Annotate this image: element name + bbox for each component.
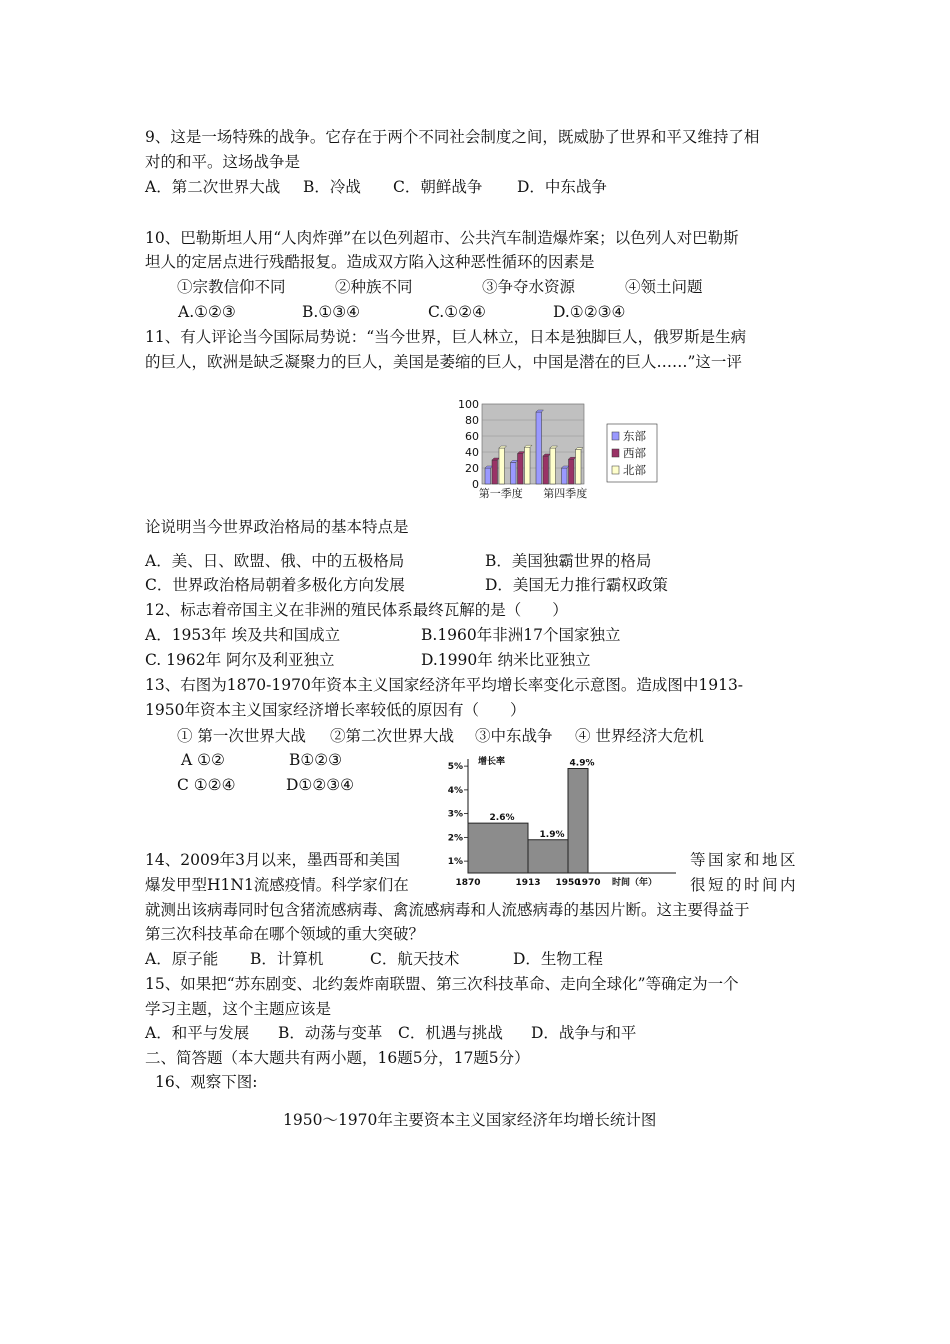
q10-item-1: ①宗教信仰不同 [177,278,286,296]
y-tick-label: 4% [447,785,463,796]
q11-option-d: D．美国无力推行霸权政策 [485,576,668,594]
bar-东部-第四季度 [562,468,568,484]
q15-stem-line1: 15、如果把“苏东剧变、北约轰炸南联盟、第三次科技革命、走向全球化”等确定为一个 [145,975,739,993]
q15-option-b: B．动荡与变革 [278,1024,383,1042]
q12-option-c: C. 1962年 阿尔及利亚独立 [145,651,335,669]
q9-option-c: C．朝鲜战争 [393,178,483,196]
q12-option-d: D.1990年 纳米比亚独立 [421,651,591,669]
q16-chart-caption: 1950～1970年主要资本主义国家经济年均增长统计图 [283,1111,657,1129]
q14-stem-line1b: 等国家和地区 [690,851,799,869]
x-tick-label: 第一季度 [478,487,523,500]
q10-stem-line1: 10、巴勒斯坦人用“人肉炸弹”在以色列超市、公共汽车制造爆炸案；以色列人对巴勒斯 [145,229,739,247]
q9-option-a: A．第二次世界大战 [145,178,281,196]
q13-item-1: ① 第一次世界大战 [177,727,306,745]
q11-stem-line3: 论说明当今世界政治格局的基本特点是 [145,518,409,536]
q12-stem: 12、标志着帝国主义在非洲的殖民体系最终瓦解的是（ ） [145,601,568,619]
growth-rate-chart [444,753,684,893]
y-tick-label: 20 [465,462,479,475]
q13-option-b: B①②③ [289,751,343,769]
q9-option-d: D．中东战争 [517,178,607,196]
bar-北部-第三季度 [550,448,556,484]
q13-stem-line2: 1950年资本主义国家经济增长率较低的原因有（ ） [145,701,526,719]
chart-title: 增长率 [478,757,506,767]
q11-stem-line2: 的巨人，欧洲是缺乏凝聚力的巨人，美国是萎缩的巨人，中国是潜在的巨人……”这一评 [145,353,742,371]
q14-stem-line2b: 很短的时间内 [690,876,799,894]
growth-bar-1870-1913 [468,823,528,873]
y-tick-label: 3% [447,809,463,820]
q14-stem-line2a: 爆发甲型H1N1流感疫情。科学家们在 [145,876,409,894]
q10-item-4: ④领土问题 [625,278,703,296]
x-tick-label: 1970 [575,878,601,888]
bar-东部-第三季度 [536,412,542,484]
q10-item-2: ②种族不同 [335,278,413,296]
bar-北部-第一季度 [499,448,505,484]
growth-bar-label: 2.6% [489,813,515,824]
q10-option-c: C.①②④ [428,303,486,321]
legend-swatch-东部 [612,432,619,440]
growth-bar-1950-1970 [568,769,588,874]
bar-东部-第二季度 [511,462,517,484]
q9-stem-line1: 9、这是一场特殊的战争。它存在于两个不同社会制度之间，既威胁了世界和平又维持了相 [145,128,760,146]
growth-bar-label: 4.9% [569,758,595,769]
y-tick-label: 100 [458,398,479,411]
q10-option-d: D.①②③④ [553,303,626,321]
legend-label-东部: 东部 [623,429,646,443]
q14-option-c: C．航天技术 [370,950,460,968]
bar-西部-第二季度 [518,454,524,484]
y-tick-label: 40 [465,446,479,459]
y-tick-label: 2% [447,833,463,844]
bar-西部-第三季度 [543,456,549,484]
y-tick-label: 80 [465,414,479,427]
q14-stem-line4: 第三次科技革命在哪个领域的重大突破？ [145,925,425,943]
x-tick-label: 第四季度 [543,487,588,500]
legend-swatch-西部 [612,449,619,457]
q16-stem: 16、观察下图: [155,1073,258,1091]
bar-西部-第一季度 [492,460,498,484]
x-tick-label: 1913 [515,878,541,888]
growth-bar-1913-1950 [528,840,568,873]
q14-stem-line3: 就测出该病毒同时包含猪流感病毒、禽流感病毒和人流感病毒的基因片断。这主要得益于 [145,901,750,919]
q15-option-c: C．机遇与挑战 [398,1024,503,1042]
q12-option-b: B.1960年非洲17个国家独立 [421,626,621,644]
q10-item-3: ③争夺水资源 [482,278,576,296]
y-tick-label: 1% [447,857,463,868]
y-tick-label: 60 [465,430,479,443]
q15-option-a: A．和平与发展 [145,1024,250,1042]
q13-item-2: ②第二次世界大战 [330,727,455,745]
legend-label-北部: 北部 [623,463,646,477]
q13-stem-line1: 13、右图为1870-1970年资本主义国家经济年平均增长率变化示意图。造成图中1913- [145,676,744,694]
bar-北部-第二季度 [525,447,531,484]
q9-stem-line2: 对的和平。这场战争是 [145,153,301,171]
q14-option-b: B．计算机 [250,950,324,968]
bar-北部-第四季度 [576,450,582,484]
section-two-heading: 二、简答题（本大题共有两小题，16题5分，17题5分） [145,1049,530,1067]
q14-option-d: D．生物工程 [513,950,603,968]
bar-东部-第一季度 [485,468,491,484]
q10-option-b: B.①③④ [302,303,361,321]
q9-option-b: B．冷战 [303,178,361,196]
q14-option-a: A．原子能 [145,950,219,968]
q10-stem-line2: 坦人的定居点进行残酷报复。造成双方陷入这种恶性循环的因素是 [145,253,595,271]
q14-stem-line1a: 14、2009年3月以来，墨西哥和美国 [145,851,401,869]
q10-option-a: A.①②③ [178,303,236,321]
q13-option-a: A ①② [181,751,225,769]
q15-stem-line2: 学习主题，这个主题应该是 [145,1000,332,1018]
q11-option-a: A．美、日、欧盟、俄、中的五极格局 [145,552,405,570]
x-tick-label: 1950 [555,878,581,888]
q13-option-c: C ①②④ [177,776,236,794]
legend-swatch-北部 [612,466,619,474]
y-tick-label: 5% [447,762,463,773]
q13-option-d: D①②③④ [286,776,355,794]
legend-label-西部: 西部 [623,446,646,460]
growth-bar-label: 1.9% [539,829,565,840]
q15-option-d: D．战争与和平 [531,1024,637,1042]
q11-option-c: C．世界政治格局朝着多极化方向发展 [145,576,405,594]
q11-option-b: B．美国独霸世界的格局 [485,552,652,570]
q12-option-a: A．1953年 埃及共和国成立 [145,626,341,644]
x-tick-label: 1870 [455,878,481,888]
q13-item-4: ④ 世界经济大危机 [575,727,704,745]
x-axis-label: 时间（年） [612,878,658,888]
q13-item-3: ③中东战争 [475,727,553,745]
bar-西部-第四季度 [569,459,575,484]
y-tick-label: 0 [472,478,479,491]
q11-stem-line1: 11、有人评论当今国际局势说：“当今世界，巨人林立，日本是独脚巨人，俄罗斯是生病 [145,328,747,346]
regional-bar-chart [452,396,662,506]
